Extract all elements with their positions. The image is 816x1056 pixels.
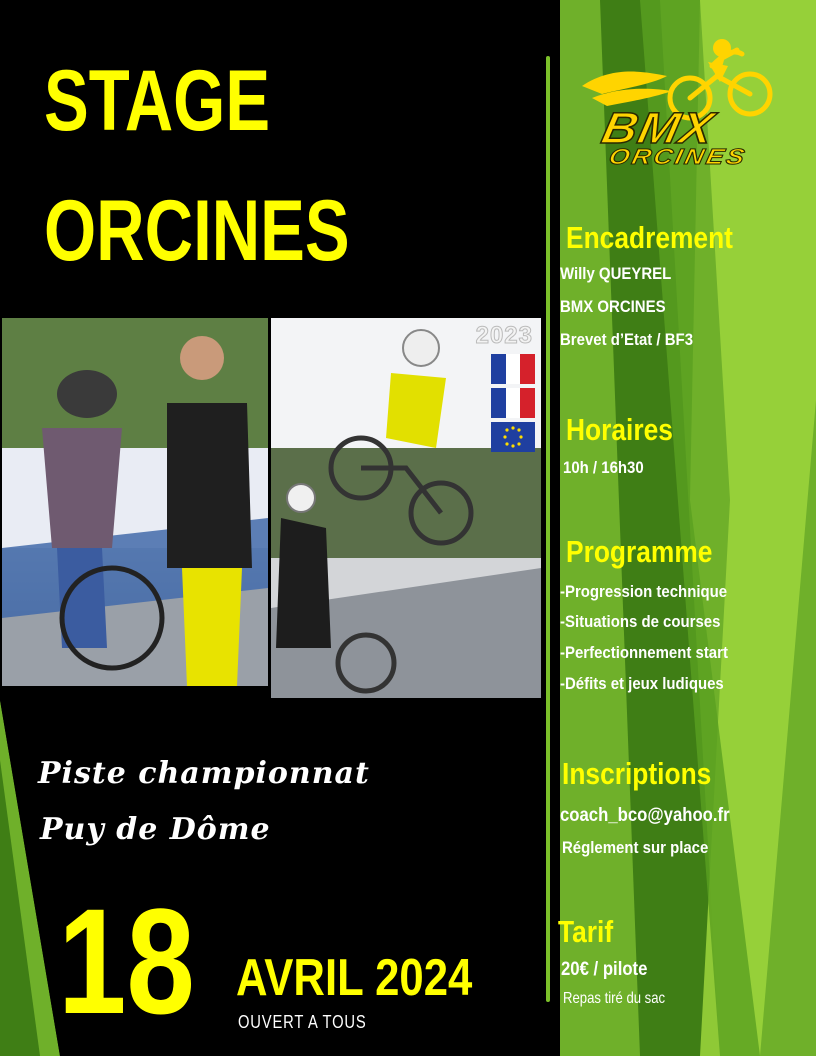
date-day: 18 xyxy=(58,877,195,1045)
horaires-line: 10h / 16h30 xyxy=(563,458,644,477)
logo-text-bmx: BMX xyxy=(597,104,719,153)
horaires-heading: Horaires xyxy=(566,412,673,447)
photo-badge-year: 2023 xyxy=(475,322,533,349)
bmx-orcines-logo xyxy=(572,36,792,176)
title-line-1: STAGE xyxy=(44,53,271,149)
inscriptions-heading: Inscriptions xyxy=(562,756,712,791)
programme-line: -Défits et jeux ludiques xyxy=(560,674,724,693)
tarif-heading: Tarif xyxy=(558,914,614,949)
encadrement-line: Willy QUEYREL xyxy=(560,264,672,283)
tarif-price: 20€ / pilote xyxy=(561,959,648,980)
france-flag-icon xyxy=(491,388,535,418)
date-month-year: AVRIL 2024 xyxy=(236,949,473,1007)
inscriptions-payment: Réglement sur place xyxy=(562,838,709,857)
date-note: OUVERT A TOUS xyxy=(238,1012,367,1032)
photo-jumping-riders xyxy=(271,318,541,698)
venue-line-2: Puy de Dôme xyxy=(40,812,271,847)
tarif-note: Repas tiré du sac xyxy=(563,990,666,1007)
title-line-2: ORCINES xyxy=(44,183,350,279)
page-title xyxy=(44,53,436,279)
encadrement-heading: Encadrement xyxy=(566,220,733,255)
encadrement-line: Brevet d’Etat / BF3 xyxy=(560,330,694,349)
programme-heading: Programme xyxy=(566,534,713,569)
programme-line: -Situations de courses xyxy=(560,612,721,631)
divider-line xyxy=(546,56,550,1002)
france-flag-icon xyxy=(491,354,535,384)
logo-text-orcines: ORCINES xyxy=(606,144,750,169)
programme-line: -Progression technique xyxy=(560,582,728,601)
programme-line: -Perfectionnement start xyxy=(560,643,728,662)
eu-flag-icon xyxy=(491,422,535,452)
venue-line-1: Piste championnat xyxy=(38,756,370,791)
inscriptions-email[interactable]: coach_bco@yahoo.fr xyxy=(560,805,730,826)
photo-coach-rider xyxy=(2,318,268,686)
encadrement-line: BMX ORCINES xyxy=(560,297,666,316)
